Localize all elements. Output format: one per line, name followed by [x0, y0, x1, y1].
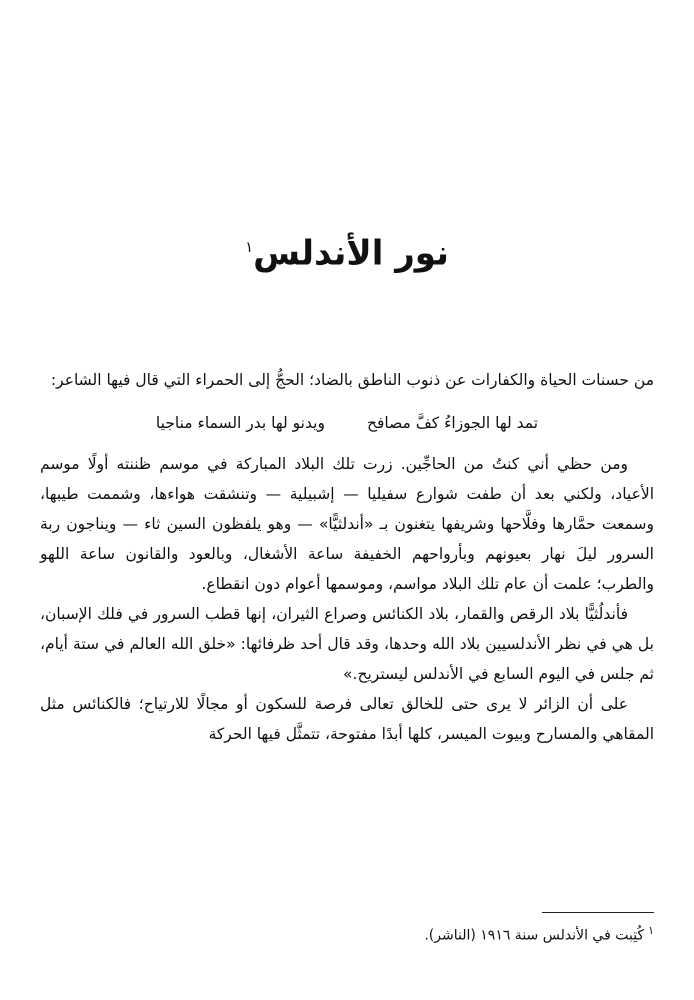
- verse-first-hemistich: تمد لها الجوزاءُ كفَّ مصافح: [366, 414, 539, 432]
- poem-verse: [40, 408, 654, 438]
- footnote-text: كُتِبت في الأندلس سنة ١٩١٦ (الناشر).: [424, 927, 645, 944]
- chapter-body: [40, 365, 654, 749]
- verse-second-hemistich: ويدنو لها بدر السماء مناجيا: [155, 414, 325, 432]
- paragraph-churches: على أن الزائر لا يرى حتى للخالق تعالى فرصة للسكون أو مجالًا للارتياح؛ فالكنائس مثل المقاهي والمسارح وبيوت الميسر، كلها أبدًا مفتوحة، تتمثَّل فيها الحركة: [40, 695, 654, 743]
- paragraph-andalusia: فأندلُثيًّا بلاد الرقص والقمار، بلاد الكنائس وصراع الثيران، إنها قطب السرور في فلك الإسبان، بل هي في نظر الأندلسيين بلاد الله وحدها، وقد قال أحد ظرفائها: «خلق الله العالم في ستة أيام، ثم جلس في اليوم السابع في الأندلس ليستريح.»: [40, 605, 654, 683]
- footnote-reference: ١: [245, 238, 254, 256]
- paragraph-intro: من حسنات الحياة والكفارات عن ذنوب الناطق بالضاد؛ الحجُّ إلى الحمراء التي قال فيها الشاعر:: [50, 371, 654, 389]
- footnote-divider: [542, 912, 654, 913]
- paragraph-pilgrimage: ومن حظي أني كنتُ من الحاجِّين. زرت تلك البلاد المباركة في موسم ظننته أولًا موسم الأعياد، ولكني بعد أن طفت شوارع سفيليا — إشبيلية — وتنشقت هواءها، وشممت طيبها، وسمعت حمَّارها وفلَّاحها وشريفها يتغنون بـ «أندلثيًّا» — وهو يلفظون السين ثاء — ويناجون ربة السرور ليلَ نهار بعيونهم وبأرواحهم الخفيفة ساعة الأشغال، وبالعود والقانون ساعة اللهو والطرب؛ علمت أن عام تلك البلاد مواسم، وموسمها أعوام دون انقطاع.: [40, 455, 654, 593]
- chapter-title-text: نور الأندلس: [253, 233, 449, 274]
- chapter-title: [0, 222, 694, 278]
- footnote-marker: ١: [648, 924, 654, 937]
- footnote: [254, 919, 654, 948]
